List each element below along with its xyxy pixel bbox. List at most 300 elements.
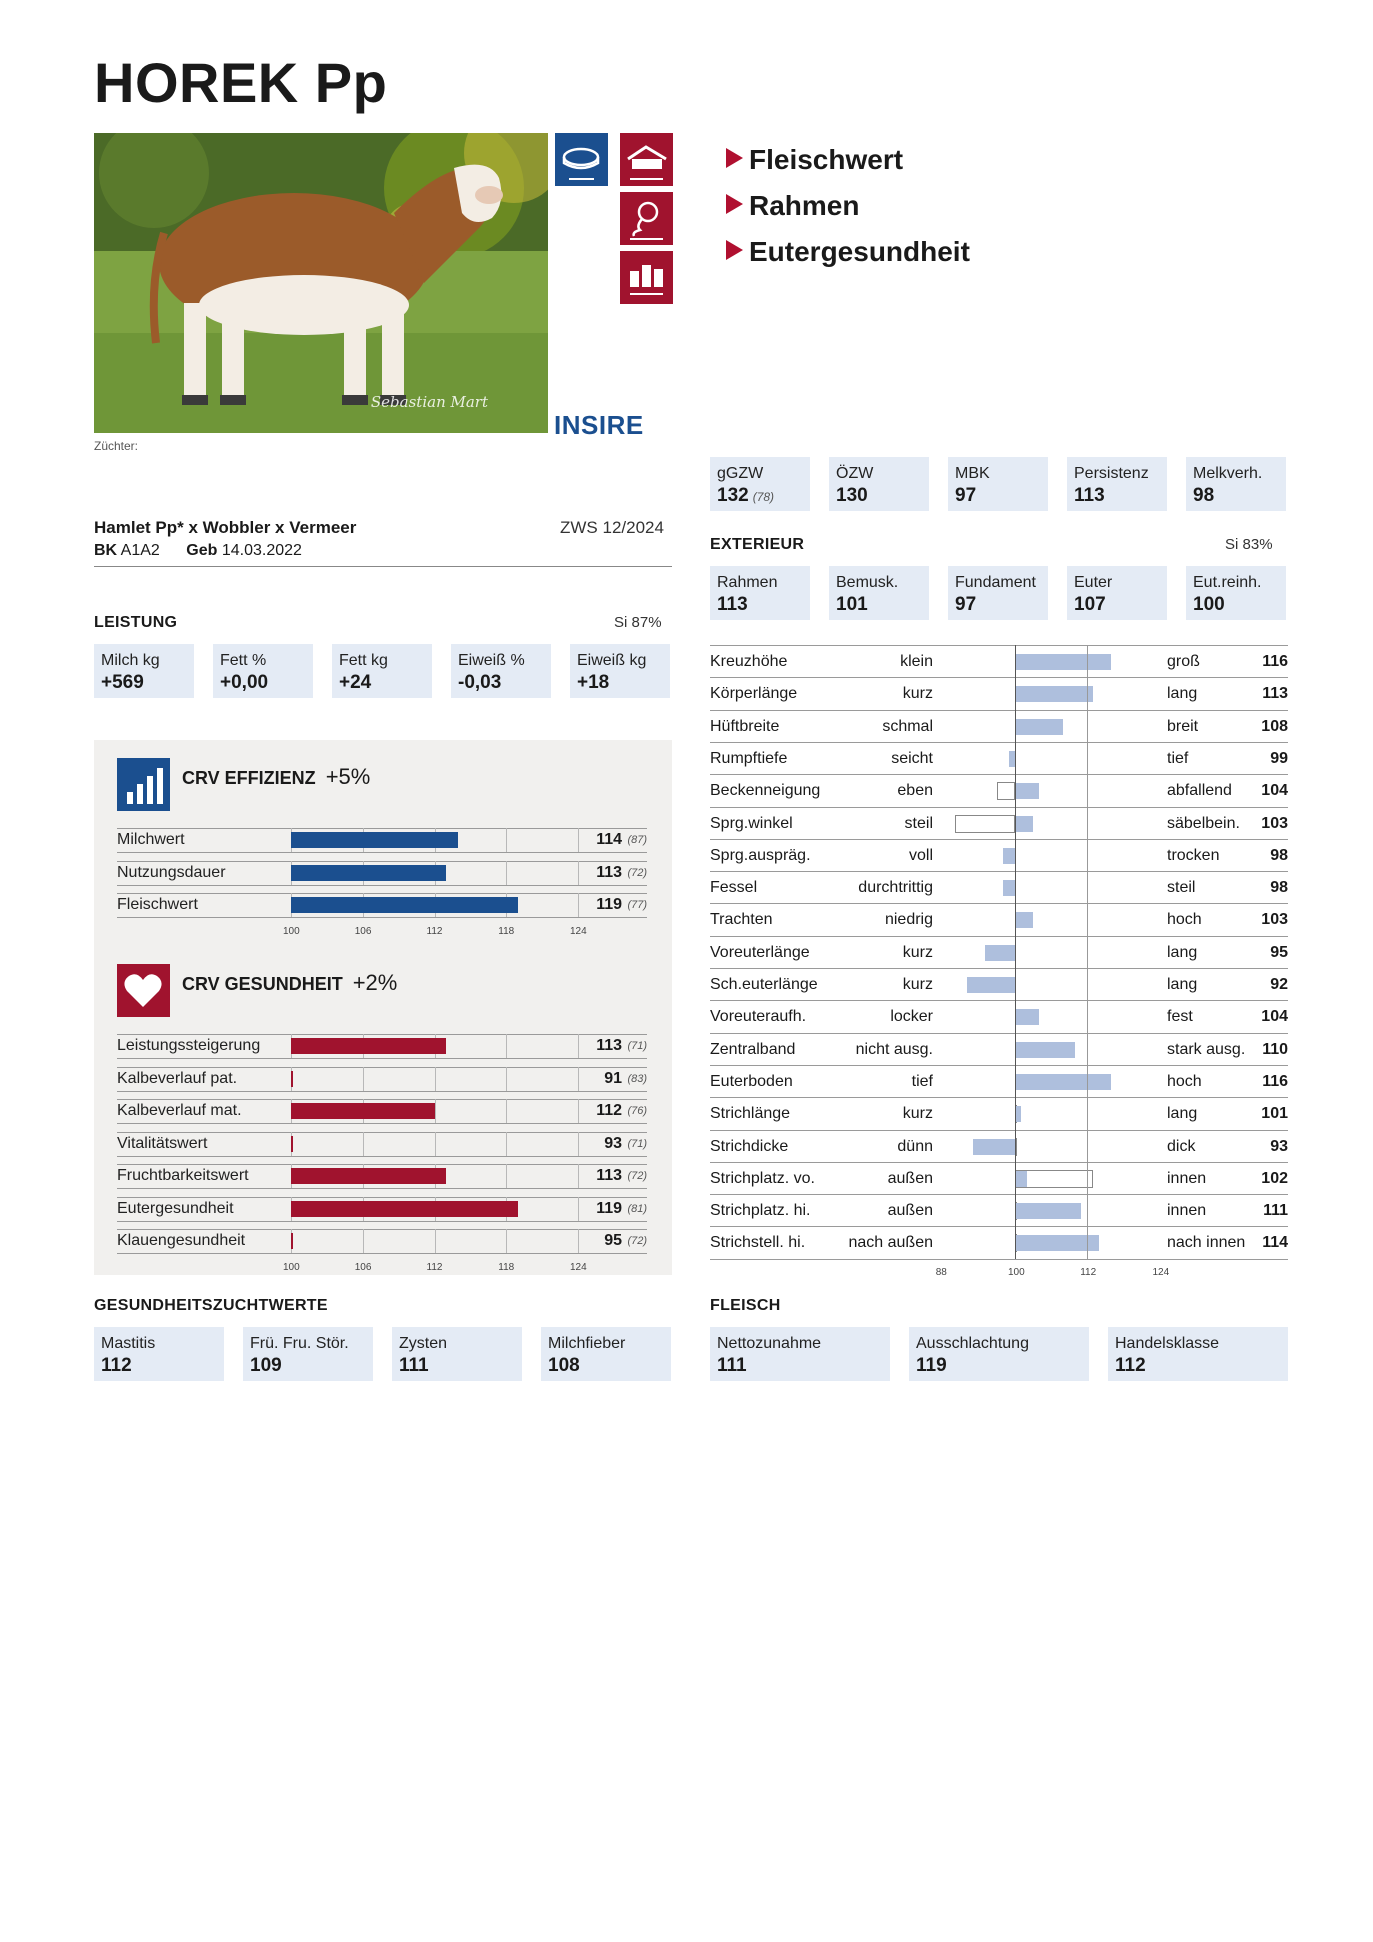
axis-tick-label: 106 [354, 925, 372, 937]
axis-tick-label: 124 [570, 925, 587, 937]
trait-high-label: lang [1167, 1105, 1198, 1123]
value-box [392, 1327, 522, 1381]
grid-line [578, 1067, 579, 1091]
trait-value: 114 [596, 831, 622, 848]
row-line [117, 885, 647, 886]
trait-bar [1015, 783, 1039, 799]
trait-high-label: säbelbein. [1167, 814, 1240, 832]
axis-tick-label: 124 [570, 1261, 587, 1273]
trait-low-label: seicht [891, 749, 933, 767]
arrow-icon [726, 240, 743, 260]
trait-bar [291, 1103, 435, 1119]
value-label: Eiweiß kg [577, 652, 647, 669]
optimum-box [997, 782, 1015, 800]
value-label: Zysten [399, 1335, 448, 1352]
value-box [710, 566, 810, 620]
photo-watermark: Sebastian Mart [370, 393, 488, 411]
value-label: Eiweiß % [458, 652, 525, 669]
trait-label: Strichlänge [710, 1105, 791, 1123]
row-line [710, 1259, 1288, 1260]
trait-value: 103 [1261, 911, 1288, 929]
trait-label: Strichplatz. vo. [710, 1169, 815, 1187]
trait-value: 95 [1270, 943, 1288, 961]
row-line [117, 1164, 647, 1165]
value-number: 111 [399, 1355, 429, 1376]
value-number: 107 [1074, 594, 1106, 615]
trait-value: 102 [1261, 1169, 1288, 1187]
trait-low-label: steil [904, 814, 933, 832]
trait-bar [1015, 1009, 1039, 1025]
value-label: Eut.reinh. [1193, 574, 1262, 591]
trait-low-label: locker [890, 1008, 933, 1026]
feature-3: Eutergesundheit [726, 236, 970, 268]
trait-low-label: tief [911, 1072, 933, 1090]
trait-value: 93 [1270, 1137, 1288, 1155]
grid-line [435, 1067, 436, 1091]
axis-tick-label: 118 [498, 1261, 515, 1273]
trait-low-label: außen [887, 1202, 933, 1220]
value-label: Frü. Fru. Stör. [250, 1335, 349, 1352]
value-number: +24 [339, 672, 372, 693]
trait-label: Voreuteraufh. [710, 1008, 807, 1026]
trait-high-label: hoch [1167, 1072, 1202, 1090]
value-label: Melkverh. [1193, 465, 1263, 482]
grid-line [578, 1164, 579, 1188]
axis-tick-label: 106 [354, 1261, 372, 1273]
value-label: Fundament [955, 574, 1036, 591]
trait-label: Sprg.winkel [710, 814, 793, 832]
trait-bar [1015, 1042, 1075, 1058]
trait-label: Beckenneigung [710, 782, 821, 800]
linear-trait-row [710, 1000, 1288, 1032]
trait-high-label: trocken [1167, 846, 1220, 864]
row-line [117, 1123, 647, 1124]
trait-label: Strichdicke [710, 1137, 789, 1155]
value-box [94, 644, 194, 698]
value-number: 113 [717, 594, 748, 615]
row-line [117, 1253, 647, 1254]
linear-trait-row [710, 742, 1288, 774]
trait-value: 113 [596, 863, 622, 881]
value-label: MBK [955, 465, 990, 482]
grid-line [363, 1229, 364, 1253]
trait-label: Kalbeverlauf pat. [117, 1069, 238, 1087]
trait-bar [1015, 1203, 1081, 1219]
gesundheit-title: CRV GESUNDHEIT +2% [182, 970, 398, 995]
trait-high-label: fest [1167, 1008, 1193, 1026]
trait-label: Strichstell. hi. [710, 1234, 806, 1252]
linear-trait-row [710, 1194, 1288, 1226]
axis-tick-label: 112 [1080, 1266, 1097, 1278]
row-line [117, 1034, 647, 1035]
row-line [117, 1197, 647, 1198]
trait-value: 113 [1262, 685, 1288, 703]
trait-high-label: tief [1167, 749, 1189, 767]
grid-line [363, 1067, 364, 1091]
trait-bar [291, 1071, 293, 1087]
value-number: 109 [250, 1355, 282, 1376]
value-number: 113 [1074, 485, 1105, 506]
trait-value: 116 [1262, 653, 1288, 670]
zws-date: ZWS 12/2024 [560, 518, 664, 537]
grid-line [435, 1229, 436, 1253]
trait-label: Sch.euterlänge [710, 976, 818, 993]
value-box [332, 644, 432, 698]
value-label: Euter [1074, 574, 1113, 591]
value-number: 100 [1193, 594, 1225, 615]
trait-bar [1003, 848, 1015, 864]
value-box [829, 457, 929, 511]
trait-bar [291, 865, 446, 881]
row-line [117, 1099, 647, 1100]
row-line [117, 1132, 647, 1133]
row-line [117, 1058, 647, 1059]
value-number: +0,00 [220, 672, 269, 693]
trait-low-label: eben [897, 782, 933, 800]
silo-icon [620, 251, 673, 304]
grid-line [578, 861, 579, 885]
trait-label: Leistungssteigerung [117, 1037, 261, 1054]
value-box [1067, 566, 1167, 620]
grid-line [435, 1132, 436, 1156]
trait-value: 112 [596, 1102, 622, 1119]
linear-trait-row [710, 677, 1288, 709]
row-line [117, 1229, 647, 1230]
value-label: Milch kg [101, 652, 160, 669]
trait-low-label: klein [900, 653, 933, 670]
grid-line [506, 1164, 507, 1188]
trait-bar [291, 1201, 518, 1217]
value-number: +569 [101, 672, 144, 693]
trait-high-label: lang [1167, 976, 1198, 993]
trait-high-label: breit [1167, 717, 1199, 735]
trait-value: 119 [596, 1199, 622, 1217]
value-number: 111 [717, 1355, 747, 1376]
trait-label: Fleischwert [117, 896, 198, 913]
trait-label: Zentralband [710, 1040, 796, 1058]
trait-low-label: kurz [902, 1105, 933, 1123]
row-line [117, 852, 647, 853]
trait-value: 108 [1261, 717, 1288, 735]
trait-label: Euterboden [710, 1072, 793, 1090]
feature-2: Rahmen [726, 190, 859, 222]
value-number: 101 [836, 594, 868, 615]
value-number: +18 [577, 672, 610, 693]
trait-bar [291, 1136, 293, 1152]
trait-low-label: dünn [897, 1137, 933, 1155]
trait-high-label: nach innen [1167, 1234, 1246, 1252]
trait-value: 114 [1262, 1234, 1288, 1252]
bull-name: HOREK Pp [94, 51, 388, 114]
trait-value: 113 [596, 1037, 622, 1054]
efficiency-icon [117, 758, 170, 811]
value-label: Bemusk. [836, 574, 899, 591]
trait-label: Sprg.auspräg. [710, 846, 811, 864]
trait-label: Rumpftiefe [710, 749, 788, 767]
grid-line [578, 1229, 579, 1253]
trait-high-label: innen [1167, 1202, 1207, 1220]
value-box [570, 644, 670, 698]
trait-label: Körperlänge [710, 685, 798, 703]
sperm-icon [620, 192, 673, 245]
row-line [117, 917, 647, 918]
trait-high-label: lang [1167, 943, 1198, 961]
value-box [213, 644, 313, 698]
value-box [94, 1327, 224, 1381]
trait-bar [967, 977, 1015, 993]
arrow-icon [726, 194, 743, 214]
value-label: ÖZW [836, 465, 874, 482]
trait-low-label: voll [908, 846, 933, 864]
feature-1: Fleischwert [726, 144, 903, 176]
trait-high-label: steil [1167, 879, 1196, 897]
trait-value: 98 [1270, 846, 1288, 864]
trait-label: Kreuzhöhe [710, 653, 788, 670]
trait-low-label: kurz [902, 943, 933, 961]
grid-line [363, 1132, 364, 1156]
grid-line [506, 1229, 507, 1253]
value-label: Milchfieber [548, 1335, 626, 1352]
row-line [117, 1221, 647, 1222]
bull-photo [94, 133, 548, 433]
trait-value: 110 [1262, 1040, 1288, 1058]
trait-value: 93 [604, 1134, 622, 1152]
breeder-label: Züchter: [94, 439, 139, 453]
value-number: 97 [955, 594, 977, 615]
exterieur-title: EXTERIEUR [710, 536, 805, 553]
grid-line [578, 1099, 579, 1123]
grid-line [506, 1132, 507, 1156]
trait-bar [1015, 654, 1111, 670]
row-line [117, 861, 647, 862]
value-label: gGZW [717, 465, 764, 482]
value-box [909, 1327, 1089, 1381]
trait-bar [1015, 912, 1033, 928]
value-box [710, 1327, 890, 1381]
trait-low-label: durchtrittig [858, 879, 933, 897]
grid-line [578, 1132, 579, 1156]
linear-trait-row [710, 1097, 1288, 1129]
trait-value: 119 [596, 896, 622, 913]
trait-bar [973, 1139, 1015, 1155]
value-label: Ausschlachtung [916, 1335, 1029, 1352]
linear-trait-row [710, 710, 1288, 742]
trait-bar [1015, 1074, 1111, 1090]
trait-bar [291, 1168, 446, 1184]
trait-low-label: schmal [882, 717, 933, 735]
arrow-icon [726, 148, 743, 168]
grid-line [578, 893, 579, 917]
trait-bar [291, 832, 458, 848]
value-label: Mastitis [101, 1335, 156, 1352]
axis-tick-label: 112 [426, 925, 443, 937]
trait-bar [1003, 880, 1015, 896]
crv-row [117, 1132, 647, 1156]
trait-label: Trachten [710, 911, 773, 929]
grid-line [506, 1067, 507, 1091]
trait-low-label: außen [887, 1169, 933, 1187]
trait-label: Strichplatz. hi. [710, 1202, 811, 1220]
trait-low-label: kurz [902, 685, 933, 703]
trait-high-label: lang [1167, 685, 1198, 703]
trait-si: (87) [627, 834, 647, 846]
value-number: 112 [1115, 1355, 1146, 1376]
trait-value: 116 [1262, 1072, 1288, 1090]
axis-tick-label: 100 [1008, 1266, 1025, 1278]
trait-si: (83) [627, 1072, 647, 1085]
trait-bar [1015, 719, 1063, 735]
trait-label: Hüftbreite [710, 717, 780, 735]
trait-label: Nutzungsdauer [117, 863, 226, 881]
value-box [829, 566, 929, 620]
value-box [1186, 457, 1286, 511]
value-number: 112 [101, 1355, 132, 1376]
trait-label: Eutergesundheit [117, 1199, 234, 1217]
milk-icon [555, 133, 608, 186]
value-number: -0,03 [458, 672, 502, 693]
fleisch-title: FLEISCH [710, 1297, 781, 1314]
linear-trait-row [710, 839, 1288, 871]
grid-line [435, 1099, 436, 1123]
linear-trait-row [710, 1162, 1288, 1194]
linear-trait-row [710, 903, 1288, 935]
trait-value: 111 [1263, 1202, 1288, 1220]
linear-trait-row [710, 871, 1288, 903]
row-line [117, 828, 647, 829]
trait-low-label: niedrig [884, 911, 933, 929]
trait-si: (71) [627, 1040, 647, 1052]
grid-line [506, 1099, 507, 1123]
crv-row [117, 1067, 647, 1091]
trait-low-label: nicht ausg. [855, 1040, 933, 1058]
trait-bar [291, 1233, 293, 1249]
trait-si: (72) [627, 1235, 647, 1247]
value-label: Fett kg [339, 652, 388, 669]
trait-value: 99 [1270, 749, 1288, 767]
effizienz-title: CRV EFFIZIENZ +5% [182, 764, 371, 789]
linear-trait-row [710, 1033, 1288, 1065]
value-label: Rahmen [717, 574, 778, 591]
value-box [541, 1327, 671, 1381]
trait-value: 103 [1261, 814, 1288, 832]
trait-value: 91 [604, 1069, 622, 1087]
value-label: Handelsklasse [1115, 1335, 1220, 1352]
trait-si: (76) [627, 1105, 647, 1117]
trait-value: 101 [1261, 1105, 1288, 1123]
grid-line [578, 1034, 579, 1058]
grid-line [578, 828, 579, 852]
value-number: 132 (78) [717, 485, 775, 506]
trait-high-label: dick [1167, 1137, 1196, 1155]
trait-bar [985, 945, 1015, 961]
value-label: Fett % [220, 652, 267, 669]
si-value: (78) [752, 490, 775, 504]
axis-tick-label: 124 [1152, 1266, 1170, 1278]
trait-bar [291, 1038, 446, 1054]
trait-value: 113 [596, 1167, 622, 1184]
trait-label: Milchwert [117, 831, 185, 848]
value-label: Persistenz [1074, 465, 1149, 482]
trait-high-label: groß [1167, 653, 1200, 670]
trait-value: 104 [1261, 1008, 1288, 1026]
grid-line [506, 1034, 507, 1058]
heart-icon [117, 964, 170, 1017]
crv-row [117, 1229, 647, 1253]
linear-trait-row [710, 1226, 1288, 1258]
trait-label: Fessel [710, 879, 758, 897]
shed-icon [620, 133, 673, 186]
trait-label: Klauengesundheit [117, 1232, 246, 1249]
trait-si: (71) [627, 1137, 647, 1150]
insire-brand: INSIRE [554, 410, 644, 440]
value-box [710, 457, 810, 511]
value-box [948, 457, 1048, 511]
grid-line [506, 828, 507, 852]
trait-high-label: stark ausg. [1167, 1040, 1246, 1058]
trait-si: (72) [627, 1170, 647, 1182]
row-line [117, 893, 647, 894]
trait-si: (77) [627, 899, 647, 911]
trait-high-label: innen [1167, 1169, 1207, 1187]
trait-si: (81) [627, 1202, 647, 1215]
value-box [1186, 566, 1286, 620]
divider [94, 566, 672, 567]
axis-tick-label: 100 [283, 1261, 300, 1273]
value-box [948, 566, 1048, 620]
grid-line [1087, 645, 1088, 1259]
axis-tick-label: 88 [935, 1266, 947, 1278]
trait-high-label: hoch [1167, 911, 1202, 929]
value-box [243, 1327, 373, 1381]
trait-bar [1015, 816, 1033, 832]
axis-tick-label: 118 [498, 925, 515, 937]
trait-si: (72) [627, 866, 647, 879]
trait-label: Voreuterlänge [710, 943, 810, 961]
trait-label: Vitalitätswert [117, 1134, 208, 1152]
linear-trait-row [710, 1065, 1288, 1097]
grid-line [506, 861, 507, 885]
grid-line [578, 1197, 579, 1221]
leistung-title: LEISTUNG [94, 614, 178, 631]
trait-value: 95 [604, 1232, 622, 1249]
value-number: 108 [548, 1355, 580, 1376]
trait-label: Fruchtbarkeitswert [117, 1167, 249, 1184]
value-number: 97 [955, 485, 977, 506]
value-number: 130 [836, 485, 868, 506]
value-box [451, 644, 551, 698]
gzw-title: GESUNDHEITSZUCHTWERTE [94, 1297, 328, 1314]
row-line [117, 1156, 647, 1157]
linear-trait-row [710, 645, 1288, 677]
trait-bar [291, 897, 518, 913]
exterieur-si: Si 83% [1225, 536, 1273, 553]
crv-panel [94, 740, 672, 1275]
trait-high-label: abfallend [1167, 782, 1232, 800]
value-box [1067, 457, 1167, 511]
pedigree-details: BK A1A2 Geb 14.03.2022 [94, 542, 302, 559]
value-box [1108, 1327, 1288, 1381]
trait-low-label: nach außen [848, 1234, 933, 1252]
value-number: 119 [916, 1355, 947, 1376]
trait-value: 104 [1261, 782, 1288, 800]
optimum-box [955, 815, 1015, 833]
pedigree-line: Hamlet Pp* x Wobbler x Vermeer [94, 518, 357, 537]
value-label: Nettozunahme [717, 1335, 822, 1352]
trait-value: 98 [1270, 879, 1288, 897]
row-line [117, 1188, 647, 1189]
row-line [117, 1067, 647, 1068]
leistung-si: Si 87% [614, 614, 662, 631]
